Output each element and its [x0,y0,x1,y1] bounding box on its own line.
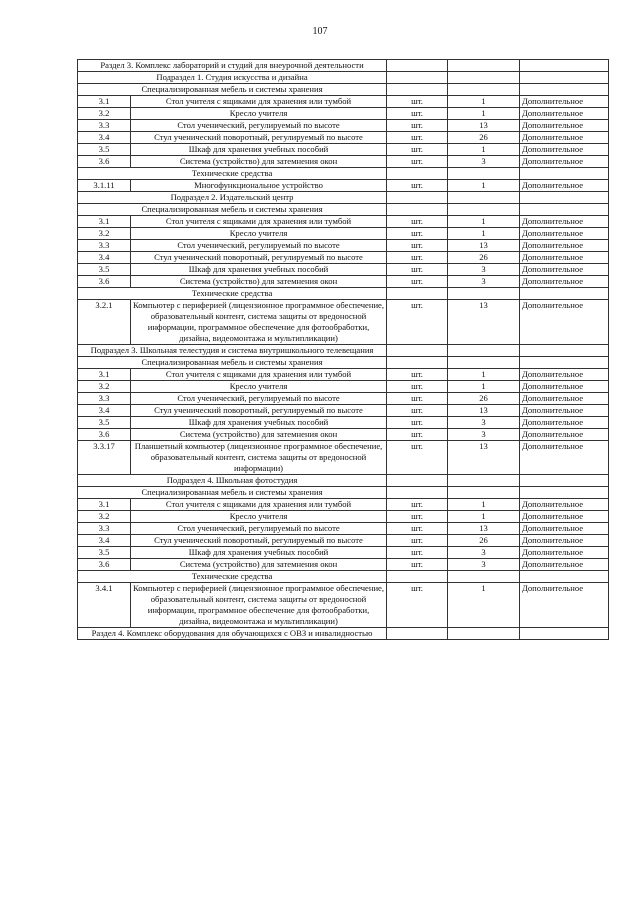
item-number: 3.5 [78,264,131,276]
item-type: Дополнительное [520,180,609,192]
empty-cell [387,475,448,487]
empty-cell [387,204,448,216]
empty-cell [520,192,609,204]
item-number: 3.2 [78,228,131,240]
item-name: Кресло учителя [131,228,387,240]
page-number: 107 [312,26,328,37]
empty-cell [448,345,520,357]
item-unit: шт. [387,252,448,264]
group-header: Специализированная мебель и системы хранения [78,204,387,216]
empty-cell [448,628,520,640]
item-name: Компьютер с периферией (лицензионное программное обеспечение, образовательный контент, система защиты от вредоносной информации, программное обеспечение для фотообработки, дизайна, видеомонтажа и мультипликации) [131,300,387,345]
empty-cell [448,475,520,487]
item-quantity: 1 [448,144,520,156]
table-row [78,559,609,571]
item-type: Дополнительное [520,547,609,559]
item-name: Стол ученический, регулируемый по высоте [131,240,387,252]
empty-cell [387,192,448,204]
item-number: 3.3 [78,120,131,132]
item-quantity: 13 [448,441,520,475]
item-unit: шт. [387,180,448,192]
empty-cell [520,84,609,96]
table-row [78,156,609,168]
table-row [78,547,609,559]
group-header-row [78,357,609,369]
item-name: Система (устройство) для затемнения окон [131,559,387,571]
item-unit: шт. [387,264,448,276]
item-name: Шкаф для хранения учебных пособий [131,417,387,429]
table-row [78,264,609,276]
item-unit: шт. [387,559,448,571]
item-type: Дополнительное [520,132,609,144]
group-header: Специализированная мебель и системы хранения [78,357,387,369]
item-type: Дополнительное [520,300,609,345]
item-type: Дополнительное [520,523,609,535]
item-unit: шт. [387,240,448,252]
table-row [78,441,609,475]
item-type: Дополнительное [520,441,609,475]
table-row [78,120,609,132]
item-number: 3.3.17 [78,441,131,475]
item-quantity: 1 [448,369,520,381]
table-row [78,300,609,345]
item-number: 3.6 [78,156,131,168]
empty-cell [520,487,609,499]
empty-cell [387,168,448,180]
item-type: Дополнительное [520,559,609,571]
group-header-row [78,60,609,72]
table-row [78,240,609,252]
item-quantity: 26 [448,393,520,405]
group-header-row [78,345,609,357]
item-quantity: 13 [448,240,520,252]
item-type: Дополнительное [520,96,609,108]
item-type: Дополнительное [520,240,609,252]
item-quantity: 3 [448,547,520,559]
item-quantity: 1 [448,96,520,108]
group-header: Подраздел 1. Студия искусства и дизайна [78,72,387,84]
item-name: Стол ученический, регулируемый по высоте [131,523,387,535]
item-unit: шт. [387,276,448,288]
table-row [78,252,609,264]
item-quantity: 3 [448,417,520,429]
item-name: Планшетный компьютер (лицензионное программное обеспечение, образовательный контент, система защиты от вредоносной информации) [131,441,387,475]
item-name: Стол ученический, регулируемый по высоте [131,393,387,405]
item-type: Дополнительное [520,120,609,132]
item-name: Стол ученический, регулируемый по высоте [131,120,387,132]
item-name: Компьютер с периферией (лицензионное программное обеспечение, образовательный контент, система защиты от вредоносной информации, программное обеспечение для фотообработки, дизайна, видеомонтажа и мультипликации) [131,583,387,628]
item-name: Кресло учителя [131,511,387,523]
empty-cell [520,168,609,180]
group-header-row [78,72,609,84]
item-quantity: 1 [448,216,520,228]
item-name: Кресло учителя [131,381,387,393]
item-name: Стол учителя с ящиками для хранения или тумбой [131,216,387,228]
empty-cell [520,60,609,72]
item-unit: шт. [387,523,448,535]
table-row [78,583,609,628]
table-row [78,108,609,120]
item-name: Многофункциональное устройство [131,180,387,192]
table-row [78,180,609,192]
item-quantity: 13 [448,120,520,132]
item-type: Дополнительное [520,429,609,441]
item-number: 3.6 [78,276,131,288]
empty-cell [387,72,448,84]
item-number: 3.4 [78,132,131,144]
item-quantity: 3 [448,559,520,571]
group-header: Специализированная мебель и системы хранения [78,84,387,96]
item-name: Шкаф для хранения учебных пособий [131,264,387,276]
table-row [78,228,609,240]
item-number: 3.5 [78,144,131,156]
item-quantity: 3 [448,276,520,288]
item-number: 3.3 [78,240,131,252]
item-type: Дополнительное [520,583,609,628]
item-number: 3.1 [78,96,131,108]
empty-cell [387,628,448,640]
item-name: Система (устройство) для затемнения окон [131,429,387,441]
item-number: 3.4.1 [78,583,131,628]
empty-cell [387,84,448,96]
group-header: Подраздел 4. Школьная фотостудия [78,475,387,487]
item-unit: шт. [387,381,448,393]
group-header: Технические средства [78,571,387,583]
item-name: Кресло учителя [131,108,387,120]
empty-cell [520,475,609,487]
table-row [78,405,609,417]
item-unit: шт. [387,300,448,345]
empty-cell [520,204,609,216]
table-row [78,144,609,156]
table-row [78,369,609,381]
item-type: Дополнительное [520,216,609,228]
item-name: Стол учителя с ящиками для хранения или тумбой [131,499,387,511]
table-row [78,499,609,511]
group-header-row [78,168,609,180]
empty-cell [448,204,520,216]
group-header: Технические средства [78,288,387,300]
item-unit: шт. [387,441,448,475]
item-quantity: 1 [448,381,520,393]
empty-cell [520,628,609,640]
empty-cell [387,487,448,499]
item-type: Дополнительное [520,108,609,120]
item-name: Стол учителя с ящиками для хранения или тумбой [131,369,387,381]
item-quantity: 26 [448,132,520,144]
item-number: 3.4 [78,405,131,417]
empty-cell [520,571,609,583]
item-type: Дополнительное [520,156,609,168]
item-unit: шт. [387,132,448,144]
empty-cell [448,84,520,96]
item-type: Дополнительное [520,511,609,523]
group-header-row [78,571,609,583]
table-row [78,523,609,535]
empty-cell [520,72,609,84]
item-unit: шт. [387,547,448,559]
table-row [78,381,609,393]
empty-cell [448,288,520,300]
table-row [78,216,609,228]
item-unit: шт. [387,144,448,156]
table-row [78,393,609,405]
item-number: 3.1 [78,369,131,381]
item-quantity: 1 [448,108,520,120]
empty-cell [520,357,609,369]
item-name: Стол учителя с ящиками для хранения или тумбой [131,96,387,108]
section-heading: Раздел 4. Комплекс оборудования для обучающихся с ОВЗ и инвалидностью [78,628,387,640]
item-unit: шт. [387,108,448,120]
table-row [78,276,609,288]
item-quantity: 26 [448,252,520,264]
group-header-row [78,204,609,216]
item-quantity: 1 [448,511,520,523]
table-row [78,96,609,108]
item-unit: шт. [387,417,448,429]
item-name: Система (устройство) для затемнения окон [131,276,387,288]
item-name: Стул ученический поворотный, регулируемый по высоте [131,252,387,264]
group-header: Технические средства [78,168,387,180]
item-type: Дополнительное [520,499,609,511]
item-unit: шт. [387,216,448,228]
group-header-row [78,288,609,300]
empty-cell [387,345,448,357]
item-number: 3.2 [78,108,131,120]
item-number: 3.1 [78,499,131,511]
item-number: 3.2 [78,381,131,393]
item-name: Стул ученический поворотный, регулируемый по высоте [131,132,387,144]
item-name: Шкаф для хранения учебных пособий [131,144,387,156]
item-type: Дополнительное [520,417,609,429]
item-unit: шт. [387,511,448,523]
item-type: Дополнительное [520,276,609,288]
item-unit: шт. [387,96,448,108]
item-number: 3.5 [78,547,131,559]
item-name: Стул ученический поворотный, регулируемый по высоте [131,405,387,417]
item-number: 3.5 [78,417,131,429]
item-quantity: 1 [448,583,520,628]
item-name: Система (устройство) для затемнения окон [131,156,387,168]
empty-cell [387,571,448,583]
item-number: 3.1.11 [78,180,131,192]
item-unit: шт. [387,228,448,240]
empty-cell [448,571,520,583]
empty-cell [387,357,448,369]
empty-cell [448,357,520,369]
item-quantity: 13 [448,300,520,345]
item-type: Дополнительное [520,252,609,264]
item-type: Дополнительное [520,369,609,381]
item-unit: шт. [387,429,448,441]
table-row [78,535,609,547]
empty-cell [448,487,520,499]
item-name: Шкаф для хранения учебных пособий [131,547,387,559]
empty-cell [387,288,448,300]
item-number: 3.4 [78,252,131,264]
empty-cell [448,192,520,204]
group-header: Специализированная мебель и системы хранения [78,487,387,499]
item-quantity: 3 [448,429,520,441]
item-number: 3.3 [78,523,131,535]
empty-cell [387,60,448,72]
item-number: 3.1 [78,216,131,228]
group-header-row [78,192,609,204]
item-type: Дополнительное [520,535,609,547]
equipment-table [77,59,609,640]
item-unit: шт. [387,369,448,381]
group-header: Подраздел 3. Школьная телестудия и система внутришкольного телевещания [78,345,387,357]
table-row [78,511,609,523]
item-type: Дополнительное [520,405,609,417]
empty-cell [520,345,609,357]
item-name: Стул ученический поворотный, регулируемый по высоте [131,535,387,547]
group-header: Раздел 3. Комплекс лабораторий и студий для внеурочной деятельности [78,60,387,72]
equipment-table-body [78,60,609,640]
item-unit: шт. [387,393,448,405]
item-number: 3.4 [78,535,131,547]
item-unit: шт. [387,405,448,417]
item-quantity: 3 [448,264,520,276]
item-quantity: 1 [448,228,520,240]
item-type: Дополнительное [520,393,609,405]
item-unit: шт. [387,156,448,168]
empty-cell [448,60,520,72]
table-row [78,132,609,144]
item-number: 3.3 [78,393,131,405]
table-row [78,429,609,441]
item-quantity: 1 [448,180,520,192]
item-quantity: 3 [448,156,520,168]
item-type: Дополнительное [520,264,609,276]
item-unit: шт. [387,535,448,547]
empty-cell [448,72,520,84]
section-row [78,628,609,640]
group-header-row [78,487,609,499]
item-quantity: 13 [448,405,520,417]
item-unit: шт. [387,499,448,511]
group-header-row [78,475,609,487]
group-header-row [78,84,609,96]
item-unit: шт. [387,583,448,628]
item-number: 3.2 [78,511,131,523]
item-number: 3.6 [78,559,131,571]
item-number: 3.6 [78,429,131,441]
item-number: 3.2.1 [78,300,131,345]
item-type: Дополнительное [520,381,609,393]
item-type: Дополнительное [520,228,609,240]
item-quantity: 13 [448,523,520,535]
empty-cell [448,168,520,180]
table-row [78,417,609,429]
empty-cell [520,288,609,300]
item-quantity: 1 [448,499,520,511]
item-type: Дополнительное [520,144,609,156]
item-unit: шт. [387,120,448,132]
item-quantity: 26 [448,535,520,547]
group-header: Подраздел 2. Издательский центр [78,192,387,204]
